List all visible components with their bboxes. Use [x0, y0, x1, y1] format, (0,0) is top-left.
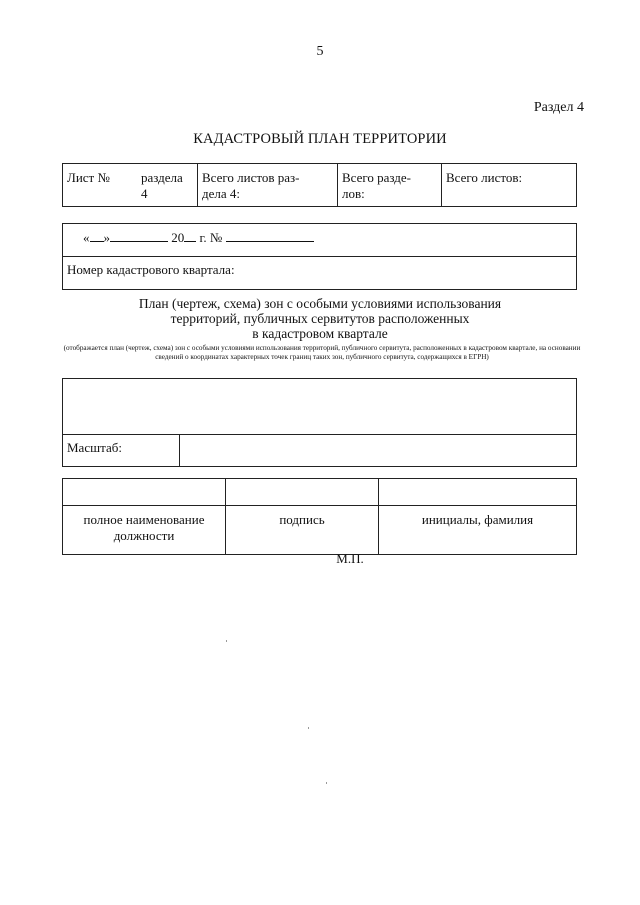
total-section-sheets-cell — [198, 164, 338, 207]
document-number-blank — [226, 229, 314, 242]
position-label-1: полное наименование — [83, 512, 205, 527]
section-number: 4 — [141, 186, 148, 201]
signature-label: подпись — [279, 512, 325, 527]
name-label-cell — [379, 506, 577, 555]
total-section-sheets-label-2: дела 4: — [202, 186, 241, 201]
plan-drawing-area — [63, 379, 577, 435]
sheet-info-table — [62, 163, 577, 207]
stamp-placeholder: М.П. — [336, 551, 364, 566]
scale-value-cell — [180, 435, 577, 467]
total-sheets-cell — [442, 164, 577, 207]
sheet-number-cell — [63, 164, 198, 207]
name-blank-cell — [379, 479, 577, 506]
year-blank — [184, 229, 196, 242]
plan-heading-line-1: План (чертеж, схема) зон с особыми условиями использования — [138, 296, 502, 311]
plan-note: (отображается план (чертеж, схема) зон с особыми условиями использования территорий, публичного сервитута, расположенных в кадастровом квартале, на основании сведений о координатах характерных точек границ таких зон, публичного сервитута, содержащихся в ЕГРН) — [63, 344, 581, 361]
scan-speck — [308, 727, 309, 729]
plan-heading-line-2: территорий, публичных сервитутов расположенных — [170, 311, 470, 326]
day-blank — [90, 229, 104, 242]
scan-speck — [226, 640, 227, 642]
total-sections-label-1: Всего разде- — [342, 170, 412, 185]
date-close-quote: » — [103, 230, 110, 245]
total-sections-cell — [338, 164, 442, 207]
plan-heading-line-3: в кадастровом квартале — [252, 326, 388, 341]
quarter-cell — [63, 257, 577, 290]
date-quarter-table — [62, 223, 577, 290]
date-cell — [63, 224, 577, 257]
total-sections-label-2: лов: — [342, 186, 365, 201]
year-prefix: 20 — [171, 230, 185, 245]
section-word: раздела — [141, 170, 183, 185]
scale-label: Масштаб: — [67, 440, 122, 455]
position-blank-cell — [63, 479, 226, 506]
cadastral-quarter-label: Номер кадастрового квартала: — [67, 262, 235, 277]
plan-heading — [0, 296, 640, 341]
name-label: инициалы, фамилия — [421, 512, 534, 527]
date-open-quote: « — [83, 230, 90, 245]
scale-cell — [63, 435, 180, 467]
document-number-label: г. № — [199, 230, 223, 245]
section-label: Раздел 4 — [533, 100, 584, 115]
page-number: 5 — [316, 44, 324, 59]
plan-table — [62, 378, 577, 467]
scan-speck — [326, 782, 327, 784]
total-section-sheets-label-1: Всего листов раз- — [202, 170, 300, 185]
position-label-cell — [63, 506, 226, 555]
signature-table — [62, 478, 577, 555]
total-sheets-label: Всего листов: — [446, 170, 523, 185]
signature-label-cell — [226, 506, 379, 555]
position-label-2: должности — [113, 528, 175, 543]
month-blank — [110, 229, 168, 242]
page-title: КАДАСТРОВЫЙ ПЛАН ТЕРРИТОРИИ — [193, 131, 447, 147]
sheet-number-label: Лист № — [67, 170, 110, 185]
signature-blank-cell — [226, 479, 379, 506]
